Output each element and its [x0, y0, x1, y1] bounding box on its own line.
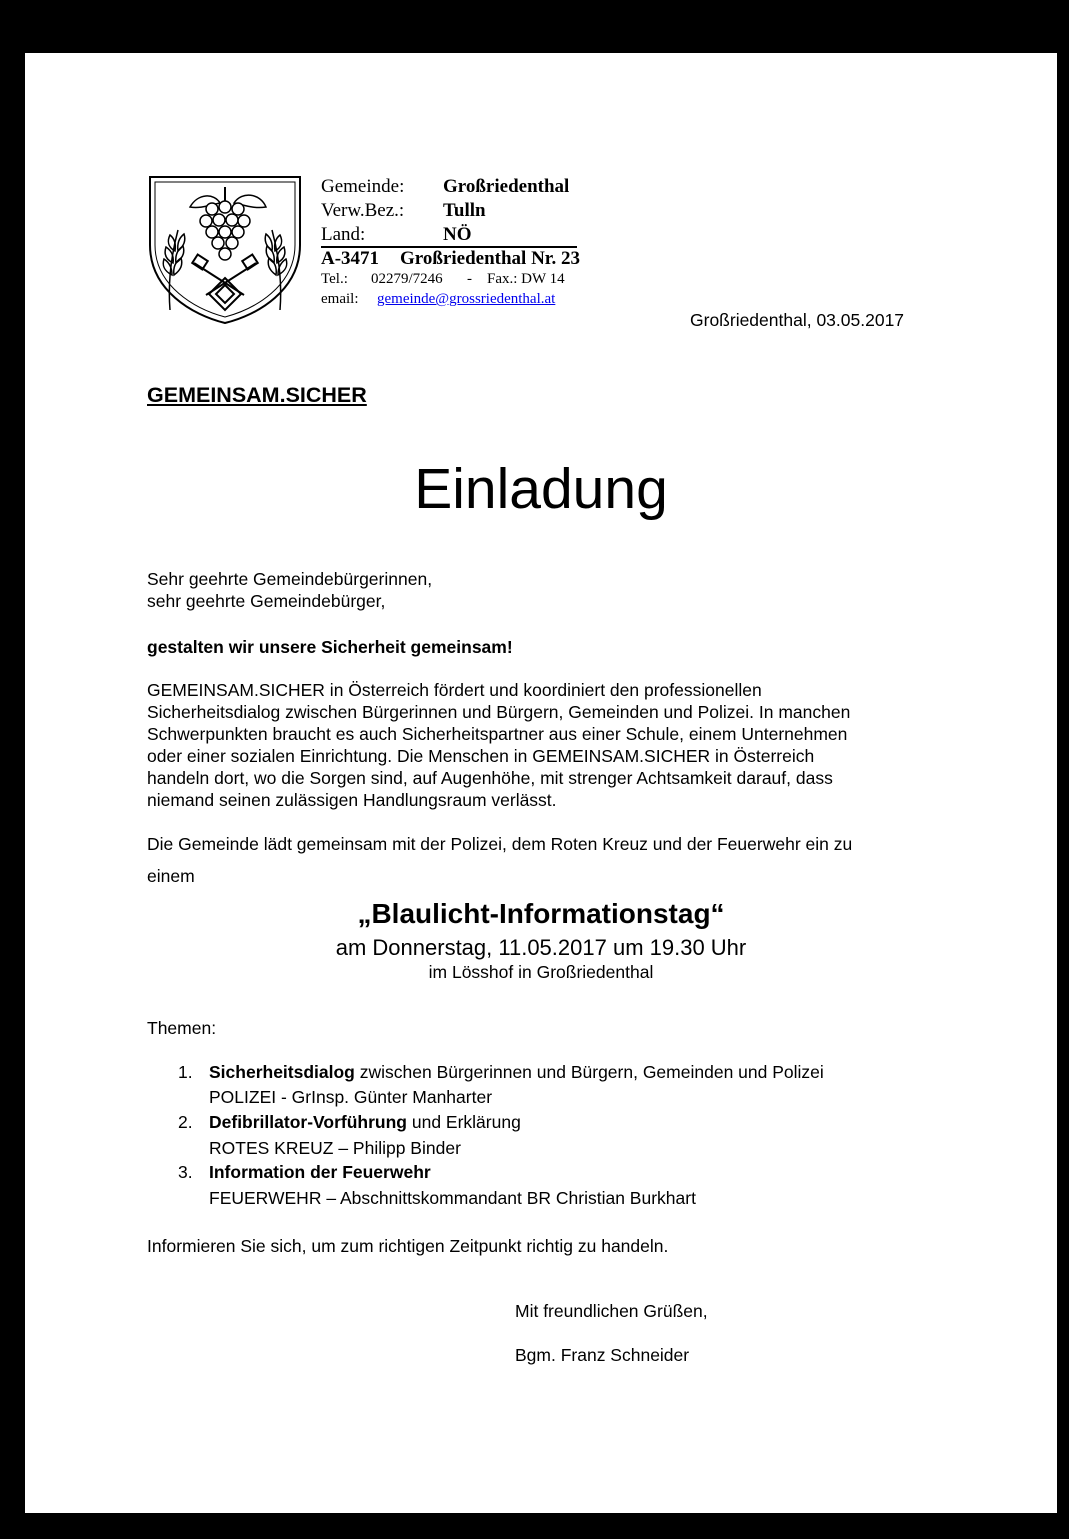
- topics-label: Themen:: [147, 1018, 217, 1038]
- paragraph-line: GEMEINSAM.SICHER in Österreich fördert und koordiniert den professionellen: [147, 680, 762, 700]
- paragraph-line: Sicherheitsdialog zwischen Bürgerinnen und Bürgern, Gemeinden und Polizei. In manchen: [147, 702, 851, 722]
- headline: GEMEINSAM.SICHER: [147, 383, 367, 407]
- email-link[interactable]: gemeinde@grossriedenthal.at: [377, 291, 556, 307]
- land-value: NÖ: [443, 224, 472, 245]
- gemeinde-value: Großriedenthal: [443, 176, 570, 197]
- topic-rest: und Erklärung: [407, 1112, 521, 1132]
- land-label: Land:: [321, 224, 366, 245]
- event-name: „Blaulicht-Informationstag“: [357, 898, 725, 929]
- invite-line-1: Die Gemeinde lädt gemeinsam mit der Polizei, dem Roten Kreuz und der Feuerwehr ein zu: [147, 834, 853, 854]
- topic-sub: ROTES KREUZ – Philipp Binder: [209, 1138, 461, 1158]
- topic-sub: FEUERWEHR – Abschnittskommandant BR Christian Burkhart: [209, 1188, 696, 1208]
- paragraph-line: Schwerpunkten braucht es auch Sicherheitspartner aus einer Schule, einem Unternehmen: [147, 724, 848, 744]
- tel-label: Tel.:: [321, 271, 348, 287]
- topic-number: 2.: [178, 1112, 193, 1132]
- fax-label: Fax.: DW 14: [487, 271, 565, 287]
- invite-line-2: einem: [147, 866, 195, 886]
- topic-title: Defibrillator-Vorführung: [209, 1112, 407, 1132]
- signature: Bgm. Franz Schneider: [515, 1345, 690, 1365]
- topic-item: [209, 1161, 431, 1183]
- lead-sentence: gestalten wir unsere Sicherheit gemeinsam!: [147, 637, 513, 657]
- topic-item: [209, 1111, 521, 1133]
- bezirk-value: Tulln: [443, 200, 486, 221]
- topic-number: 3.: [178, 1162, 193, 1182]
- address-plz: A-3471: [321, 248, 380, 269]
- regards: Mit freundlichen Grüßen,: [515, 1301, 708, 1321]
- topic-number: 1.: [178, 1062, 193, 1082]
- page-title: Einladung: [414, 457, 668, 521]
- address-street: Großriedenthal Nr. 23: [400, 248, 580, 269]
- paragraph-line: oder einer sozialen Einrichtung. Die Menschen in GEMEINSAM.SICHER in Österreich: [147, 746, 815, 766]
- email-label: email:: [321, 291, 359, 307]
- closing-line: Informieren Sie sich, um zum richtigen Zeitpunkt richtig zu handeln.: [147, 1236, 669, 1256]
- document-page: [25, 53, 1057, 1513]
- tel-value: 02279/7246: [371, 271, 443, 287]
- topic-title: Sicherheitsdialog: [209, 1062, 355, 1082]
- topic-title: Information der Feuerwehr: [209, 1162, 431, 1182]
- gemeinde-label: Gemeinde:: [321, 176, 405, 197]
- topic-sub: POLIZEI - GrInsp. Günter Manharter: [209, 1087, 493, 1107]
- event-when: am Donnerstag, 11.05.2017 um 19.30 Uhr: [335, 935, 747, 960]
- topic-rest: zwischen Bürgerinnen und Bürgern, Gemeinden und Polizei: [354, 1062, 824, 1082]
- event-where: im Lösshof in Großriedenthal: [428, 962, 654, 982]
- topic-item: [209, 1061, 824, 1083]
- date-line: Großriedenthal, 03.05.2017: [690, 310, 905, 330]
- paragraph-line: handeln dort, wo die Sorgen sind, auf Augenhöhe, mit strenger Achtsamkeit darauf, dass: [147, 768, 833, 788]
- salutation-line-2: sehr geehrte Gemeindebürger,: [147, 591, 386, 611]
- coat-of-arms-icon: [148, 175, 302, 325]
- dash: -: [467, 271, 472, 287]
- bezirk-label: Verw.Bez.:: [321, 200, 405, 221]
- paragraph-line: niemand seinen zulässigen Handlungsraum verlässt.: [147, 790, 557, 810]
- salutation-line-1: Sehr geehrte Gemeindebürgerinnen,: [147, 569, 433, 589]
